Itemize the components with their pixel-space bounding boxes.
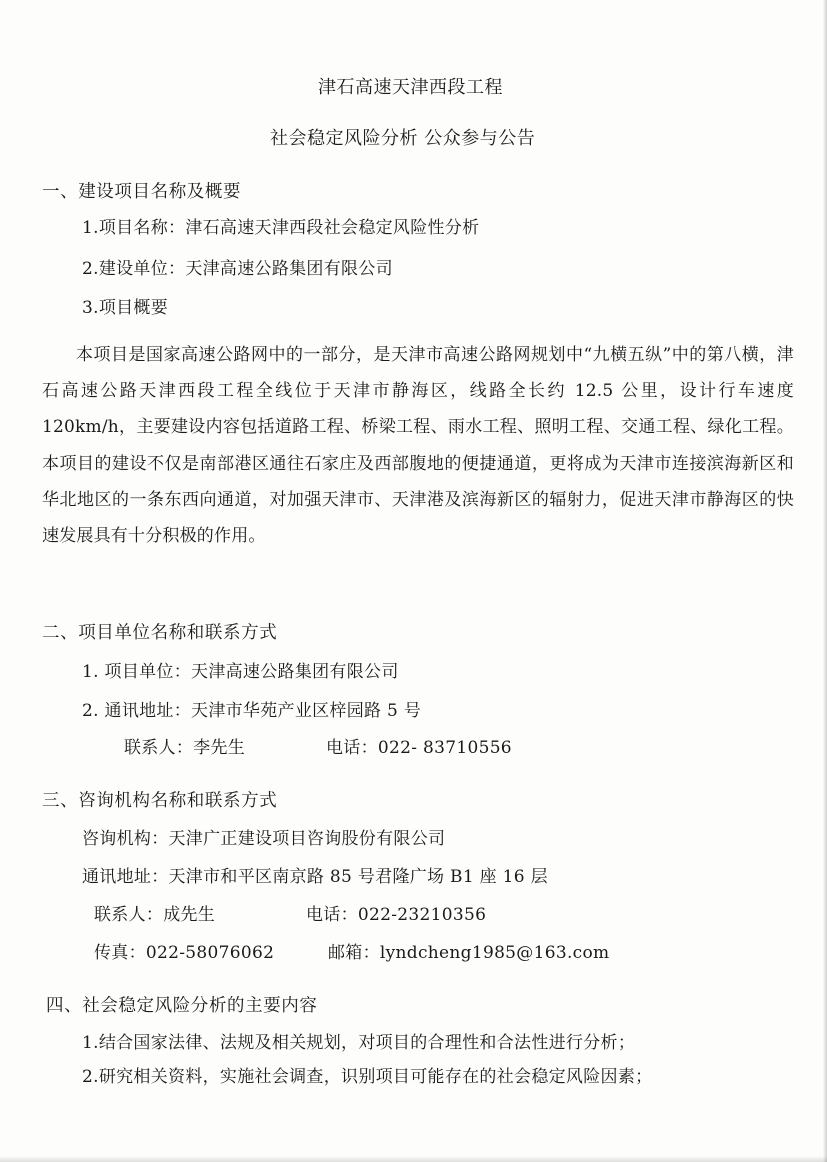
section3-fax: 传真：022-58076062 — [94, 943, 275, 963]
document-subtitle: 社会稳定风险分析 公众参与公告 — [270, 128, 536, 149]
section2-item-address: 2. 通讯地址：天津市华苑产业区梓园路 5 号 — [82, 701, 422, 721]
page-edge-shadow-bottom — [0, 1156, 827, 1162]
document-title: 津石高速天津西段工程 — [318, 77, 503, 98]
section1-heading: 一、建设项目名称及概要 — [42, 182, 242, 202]
project-overview-paragraph: 本项目是国家高速公路网中的一部分，是天津市高速公路网规划中“九横五纵”中的第八横，津石高速公路天津西段工程全线位于天津市静海区，线路全长约 12.5 公里，设计行车速度 120km/h，主要建设内容包括道路工程、桥梁工程、雨水工程、照明工程、交通工程、绿化工程。本项目的建设不仅是南部港区通往石家庄及西部腹地的便捷通道，更将成为天津市连接滨海新区和华北地区的一条东西向通道，对加强天津市、天津港及滨海新区的辐射力，促进天津市静海区的快速发展具有十分积极的作用。 — [42, 345, 794, 547]
section4-heading: 四、社会稳定风险分析的主要内容 — [46, 996, 318, 1016]
section3-agency: 咨询机构：天津广正建设项目咨询股份有限公司 — [82, 829, 446, 849]
section3-phone: 电话：022-23210356 — [306, 905, 487, 925]
section2-contact: 联系人：李先生 — [124, 738, 246, 758]
section1-item-builder: 2.建设单位：天津高速公路集团有限公司 — [82, 259, 393, 279]
section4-item-research: 2.研究相关资料，实施社会调查，识别项目可能存在的社会稳定风险因素； — [82, 1067, 653, 1087]
section3-contact: 联系人：成先生 — [94, 905, 216, 925]
section3-email: 邮箱：lyndcheng1985@163.com — [328, 943, 610, 963]
section2-phone: 电话：022- 83710556 — [326, 738, 512, 758]
section1-item-project-name: 1.项目名称：津石高速天津西段社会稳定风险性分析 — [82, 218, 480, 238]
section2-heading: 二、项目单位名称和联系方式 — [42, 623, 278, 643]
section3-address: 通讯地址：天津市和平区南京路 85 号君隆广场 B1 座 16 层 — [82, 867, 548, 887]
section3-heading: 三、咨询机构名称和联系方式 — [42, 791, 278, 811]
section1-item-overview: 3.项目概要 — [82, 298, 169, 318]
section2-item-unit: 1. 项目单位：天津高速公路集团有限公司 — [82, 662, 399, 682]
section4-item-legality: 1.结合国家法律、法规及相关规划，对项目的合理性和合法性进行分析； — [82, 1033, 636, 1053]
page-edge-shadow-right — [823, 0, 827, 1162]
